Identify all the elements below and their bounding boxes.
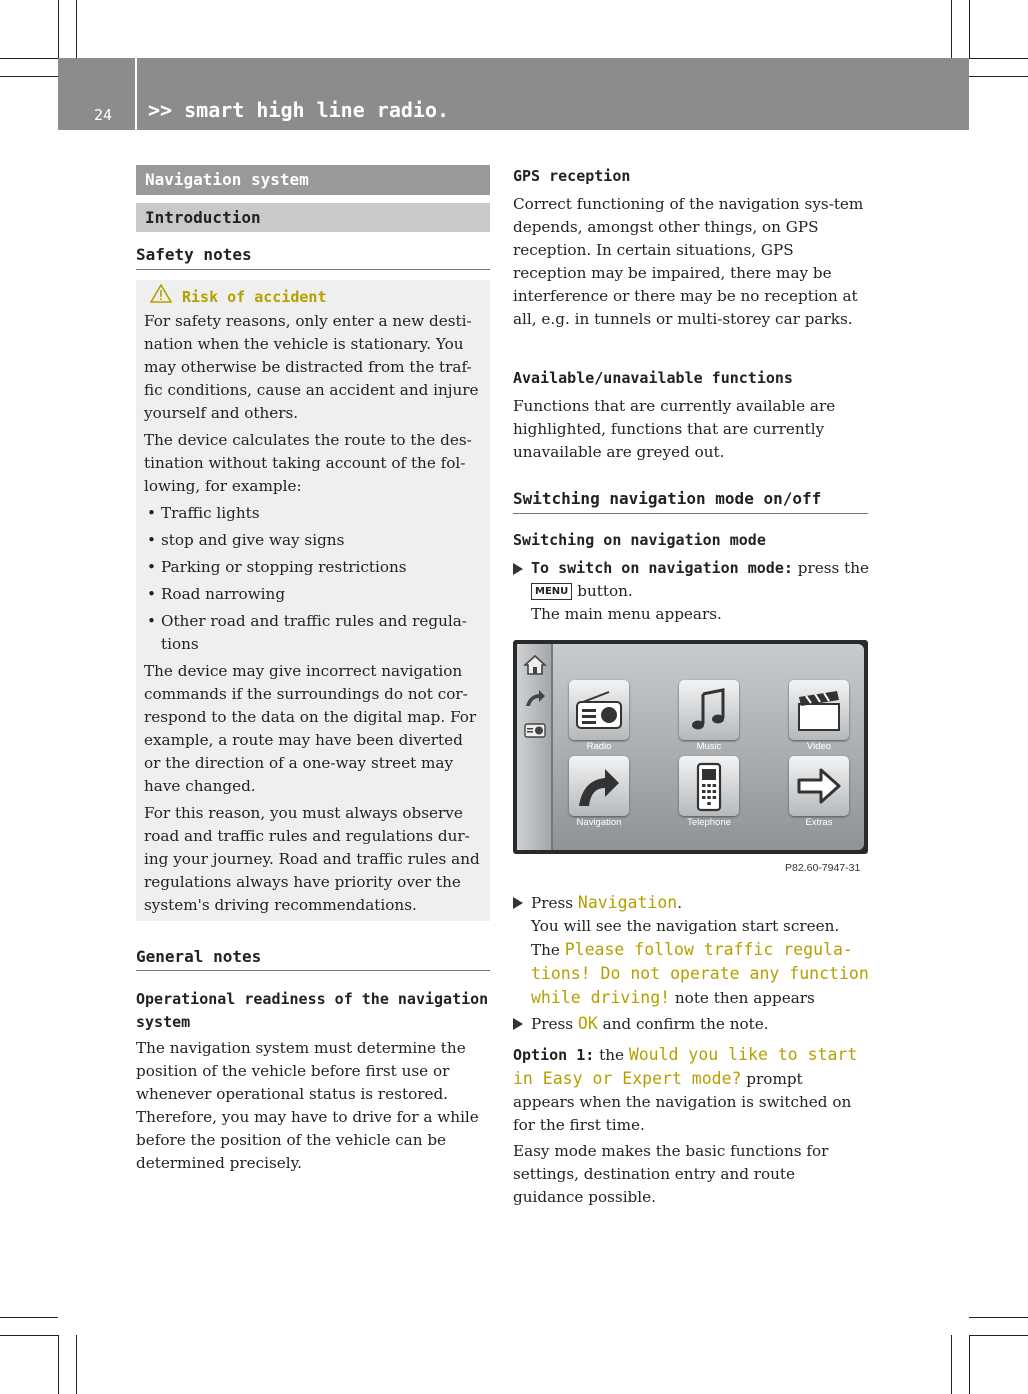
availability-text: Functions that are currently available are highlighted, functions that are currently unavailable are greyed out. bbox=[513, 397, 836, 461]
section-bar-navigation-system: Navigation system bbox=[136, 165, 490, 195]
menu-label-extras: Extras bbox=[805, 817, 833, 828]
step-text: press the bbox=[792, 559, 869, 577]
gps-text: Correct functioning of the navigation sys-tem depends, amongst other things, on GPS reception. In certain situations, GPS reception may be impaired, there may be interference or there may be no reception at all, e.g. in tunnels or multi-storey car parks. bbox=[513, 195, 864, 328]
video-tile-icon bbox=[789, 680, 849, 740]
crop-mark bbox=[58, 1335, 59, 1394]
warning-paragraph: The device calculates the route to the des-tination without taking account of the fol-lowing, for example: bbox=[144, 431, 472, 495]
option1-text: prompt appears when the navigation is switched on for the first time. bbox=[513, 1070, 852, 1134]
warning-paragraph: For safety reasons, only enter a new desti-nation when the vehicle is stationary. You may otherwise be distracted from the traf-fic conditions, cause an accident and injure yourself and others. bbox=[144, 312, 479, 422]
display-text-ok: OK bbox=[577, 1014, 598, 1033]
display-text-mode-prompt: Would you like to start in Easy or Expert mode? bbox=[513, 1045, 858, 1088]
warning-paragraph: The device may give incorrect navigation commands if the surroundings do not cor-respond to the data on the digital map. For example, a route may have been diverted or the direction of a one-way street may have changed. bbox=[144, 662, 477, 795]
page-number: 24 bbox=[94, 106, 113, 124]
crop-mark bbox=[969, 58, 1028, 59]
list-item: • Other road and traffic rules and regula-tions bbox=[144, 610, 482, 656]
list-item: • Traffic lights bbox=[144, 502, 482, 525]
step-arrow-icon bbox=[513, 897, 523, 909]
home-icon bbox=[523, 654, 547, 676]
crop-mark bbox=[0, 1317, 58, 1318]
crop-mark bbox=[969, 1335, 970, 1394]
heading-rule bbox=[136, 269, 490, 270]
menu-label-music: Music bbox=[696, 741, 722, 752]
chapter-title: >> smart high line radio. bbox=[148, 98, 450, 122]
list-item: • Parking or stopping restrictions bbox=[144, 556, 482, 579]
warning-list bbox=[144, 502, 482, 656]
option1-label: Option 1: bbox=[513, 1046, 595, 1064]
crop-mark bbox=[969, 0, 970, 58]
telephone-tile-icon bbox=[679, 756, 739, 816]
step-text: . bbox=[677, 894, 683, 912]
option1-text: the bbox=[594, 1046, 629, 1064]
header-divider bbox=[135, 58, 137, 130]
step-arrow-icon bbox=[513, 563, 523, 575]
step-result: note then appears bbox=[670, 989, 815, 1007]
section-bar-introduction: Introduction bbox=[136, 203, 490, 232]
crop-mark bbox=[969, 76, 1028, 77]
menu-label-telephone: Telephone bbox=[687, 817, 731, 828]
page-header bbox=[58, 58, 969, 130]
crop-mark bbox=[969, 1335, 1028, 1336]
step-text: button. bbox=[577, 582, 633, 600]
menu-key-icon: MENU bbox=[531, 583, 572, 600]
warning-triangle-icon bbox=[150, 284, 172, 310]
menu-label-video: Video bbox=[806, 741, 832, 752]
switching-heading: Switching navigation mode on/off bbox=[513, 489, 822, 508]
readiness-heading: Operational readiness of the navigation system bbox=[136, 990, 489, 1031]
general-notes-heading: General notes bbox=[136, 947, 262, 966]
warning-paragraph: For this reason, you must always observe road and traffic rules and regulations dur-ing your journey. Road and traffic rules and regulations always have priority over the system's driving recommendations. bbox=[144, 804, 480, 914]
crop-mark bbox=[0, 58, 58, 59]
safety-notes-heading: Safety notes bbox=[136, 245, 252, 264]
warning-box bbox=[136, 280, 490, 921]
switch-on-heading: Switching on navigation mode bbox=[513, 531, 766, 549]
display-text-navigation: Navigation bbox=[577, 893, 678, 912]
crop-mark bbox=[0, 76, 58, 77]
radio-icon bbox=[523, 720, 547, 738]
crop-mark bbox=[76, 0, 77, 58]
warning-label: Risk of accident bbox=[182, 287, 327, 306]
step-press-ok bbox=[513, 1012, 886, 1036]
readiness-text: The navigation system must determine the position of the vehicle before first use or whenever operational status is restored. Therefore, you may have to drive for a while before the position of the vehicle can be determined precisely. bbox=[136, 1039, 479, 1172]
step-press-navigation bbox=[513, 891, 886, 1010]
step-result: The bbox=[531, 941, 565, 959]
list-item: • stop and give way signs bbox=[144, 529, 482, 552]
menu-label-radio: Radio bbox=[586, 741, 612, 752]
crop-mark bbox=[951, 0, 952, 58]
crop-mark bbox=[58, 0, 59, 58]
list-item: • Road narrowing bbox=[144, 583, 482, 606]
easy-mode-text: Easy mode makes the basic functions for settings, destination entry and route guidance possible. bbox=[513, 1142, 829, 1206]
navigation-arrow-icon bbox=[523, 688, 547, 708]
step-result: The main menu appears. bbox=[531, 605, 722, 623]
gps-heading: GPS reception bbox=[513, 167, 631, 185]
crop-mark bbox=[951, 1335, 952, 1394]
figure-caption: P82.60-7947-31 bbox=[785, 862, 861, 874]
radio-tile-icon bbox=[569, 680, 629, 740]
step-switch-on bbox=[513, 557, 886, 626]
heading-rule bbox=[513, 513, 868, 514]
step-arrow-icon bbox=[513, 1018, 523, 1030]
crop-mark bbox=[76, 1335, 77, 1394]
music-tile-icon bbox=[679, 680, 739, 740]
availability-heading: Available/unavailable functions bbox=[513, 369, 793, 387]
warning-header bbox=[150, 284, 482, 310]
screen-sidebar bbox=[517, 644, 553, 850]
menu-label-navigation: Navigation bbox=[576, 817, 622, 828]
step-text: Press bbox=[531, 1015, 578, 1033]
crop-mark bbox=[0, 1335, 58, 1336]
navigation-tile-icon bbox=[569, 756, 629, 816]
step-text: and confirm the note. bbox=[597, 1015, 769, 1033]
step-label: To switch on navigation mode: bbox=[531, 559, 793, 577]
main-menu-screenshot bbox=[513, 640, 868, 854]
extras-tile-icon bbox=[789, 756, 849, 816]
heading-rule bbox=[136, 970, 490, 971]
step-text: Press bbox=[531, 894, 578, 912]
crop-mark bbox=[969, 1317, 1028, 1318]
option1-paragraph bbox=[513, 1043, 869, 1137]
step-result: You will see the navigation start screen. bbox=[531, 917, 840, 935]
display-text-safety-note: Please follow traffic regula-tions! Do not operate any function while driving! bbox=[531, 940, 869, 1007]
